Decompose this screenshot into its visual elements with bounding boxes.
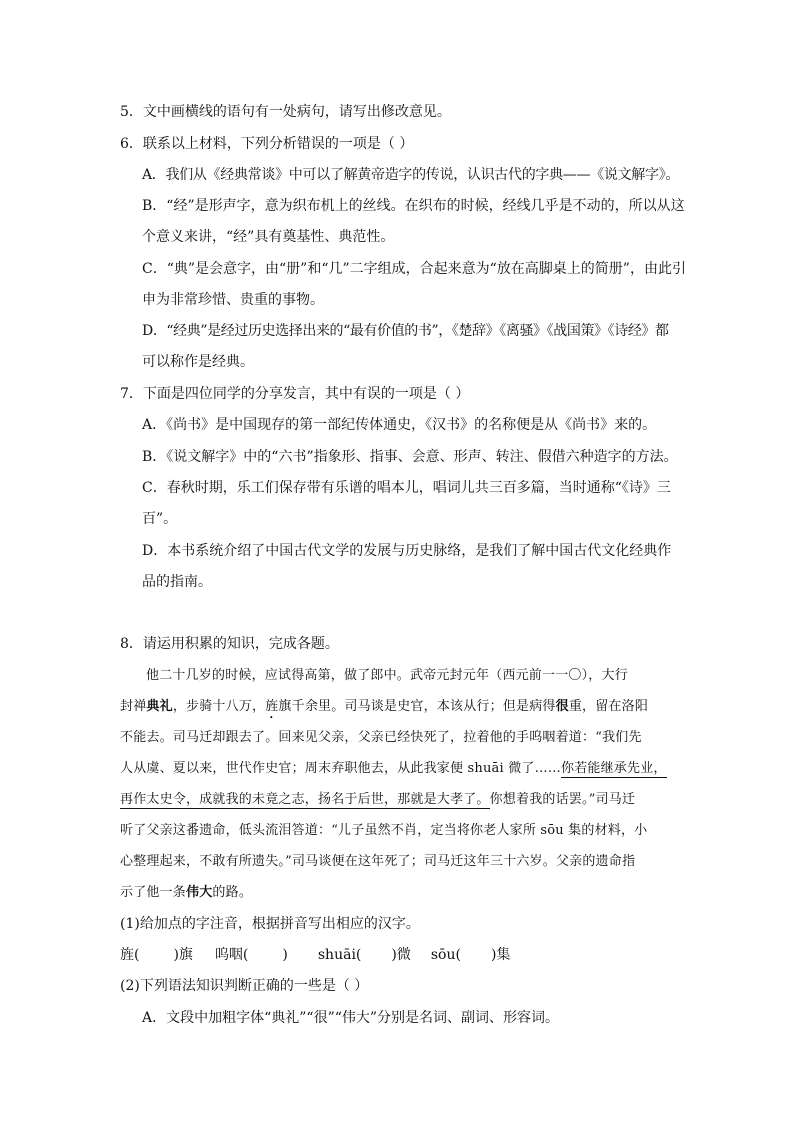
passage-line-5: [120, 790, 635, 810]
underlined-sentence: 你若能继承先业，: [561, 761, 667, 776]
passage-text: 人从虞、夏以来，世代作史官；周末弃职他去，从此我家便 shuāi 微了……: [120, 761, 561, 776]
q6-option-b-line1: B．“经”是形声字，意为织布机上的丝线。在织布的时候，经线几乎是不动的，所以从这: [142, 198, 685, 214]
bold-word-weida: 伟大: [186, 885, 213, 900]
q7-option-a: A．《尚书》是中国现存的第一部纪传体通史，《汉书》的名称便是从《尚书》来的。: [142, 417, 657, 433]
item-text: )微: [391, 947, 411, 963]
q6-stem: 6．联系以上材料，下列分析错误的一项是（ ）: [120, 136, 414, 152]
q6-option-c-line1: C．“典”是会意字，由“册”和“几”二字组成，合起来意为“放在高脚桌上的简册”，由此引: [142, 261, 686, 277]
q8-stem: 8．请运用积累的知识，完成各题。: [120, 636, 339, 652]
q6-option-a: A．我们从《经典常谈》中可以了解黄帝造字的传说，认识古代的字典——《说文解字》。: [142, 167, 680, 183]
q8-sub2: (2)下列语法知识判断正确的一些是（ ）: [120, 978, 369, 994]
passage-text: ，步骑十八万，: [172, 699, 266, 714]
passage-text: 的路。: [212, 885, 253, 900]
passage-text: 示了他一条: [120, 885, 187, 900]
q6-option-d-line1: D．“经典”是经过历史选择出来的“最有价值的书”，《楚辞》《离骚》《战国策》《诗经》都: [142, 323, 669, 339]
q7-option-c-line2: 百”。: [142, 511, 178, 527]
passage-line-8: [120, 883, 252, 903]
passage-line-6: 听了父亲这番遗命，低头流泪答道：“儿子虽然不肖，定当将你老人家所 sōu 集的材料，小: [120, 823, 648, 838]
q6-option-b-line2: 个意义来讲，“经”具有奠基性、典范性。: [142, 229, 395, 245]
q7-option-d-line2: 品的指南。: [142, 574, 212, 590]
passage-line-4: [120, 759, 667, 779]
q7-option-d-line1: D．本书系统介绍了中国古代文学的发展与历史脉络，是我们了解中国古代文化经典作: [142, 543, 672, 559]
q8-sub1-items: [120, 945, 510, 965]
item-text: shuāi(: [317, 947, 362, 963]
pinyin-blank-item: [120, 947, 193, 963]
passage-line-1: 他二十几岁的时候，应试得高第，做了郎中。武帝元封元年（西元前一一〇），大行: [146, 668, 628, 683]
dotted-char-jing: 旌: [265, 699, 279, 714]
bold-word-dianli: 典礼: [146, 699, 173, 714]
item-text: )集: [490, 947, 511, 963]
passage-line-3: 不能去。司马迁却跟去了。回来见父亲，父亲已经快死了，拉着他的手呜咽着道：“我们先: [120, 730, 642, 745]
bold-word-hen: 很: [555, 699, 569, 714]
pinyin-blank-item: [318, 947, 411, 963]
item-text: )旗: [173, 947, 193, 963]
pinyin-blank-item: [431, 947, 511, 963]
q8-sub2-option-a: A．文段中加粗字体“典礼”“很”“伟大”分别是名词、副词、形容词。: [142, 1010, 560, 1026]
passage-text: 封禅: [120, 699, 147, 714]
q6-option-c-line2: 申为非常珍惜、贵重的事物。: [142, 292, 324, 308]
q5-line: 5．文中画横线的语句有一处病句，请写出修改意见。: [120, 104, 451, 120]
passage-text: 重，留在洛阳: [568, 699, 649, 714]
underlined-sentence: 再作太史令，成就我的未竟之志，扬名于后世，那就是大孝了。: [120, 792, 490, 807]
q6-option-d-line2: 可以称作是经典。: [142, 354, 254, 370]
item-text: 呜咽(: [214, 947, 249, 963]
pinyin-blank-item: [215, 947, 288, 963]
item-text: ): [282, 947, 288, 963]
q7-option-b: B．《说文解字》中的“六书”指象形、指事、会意、形声、转注、假借六种造字的方法。: [142, 449, 678, 465]
q7-option-c-line1: C．春秋时期，乐工们保存带有乐谱的唱本儿，唱词儿共三百多篇，当时通称“《诗》三: [142, 480, 671, 496]
q7-stem: 7．下面是四位同学的分享发言，其中有误的一项是（ ）: [120, 386, 470, 402]
q8-sub1: (1)给加点的字注音，根据拼音写出相应的汉字。: [120, 916, 420, 932]
passage-line-7: 心整理起来，不敢有所遗失。”司马谈便在这年死了；司马迁这年三十六岁。父亲的遗命指: [120, 854, 636, 869]
passage-text: 你想着我的话罢。”司马迁: [489, 792, 636, 807]
passage-line-2: [120, 697, 648, 722]
item-text: 旌(: [120, 947, 140, 963]
item-text: sōu(: [430, 947, 461, 963]
passage-text: 旗千余里。司马谈是史官，本该从行；但是病得: [278, 699, 556, 714]
